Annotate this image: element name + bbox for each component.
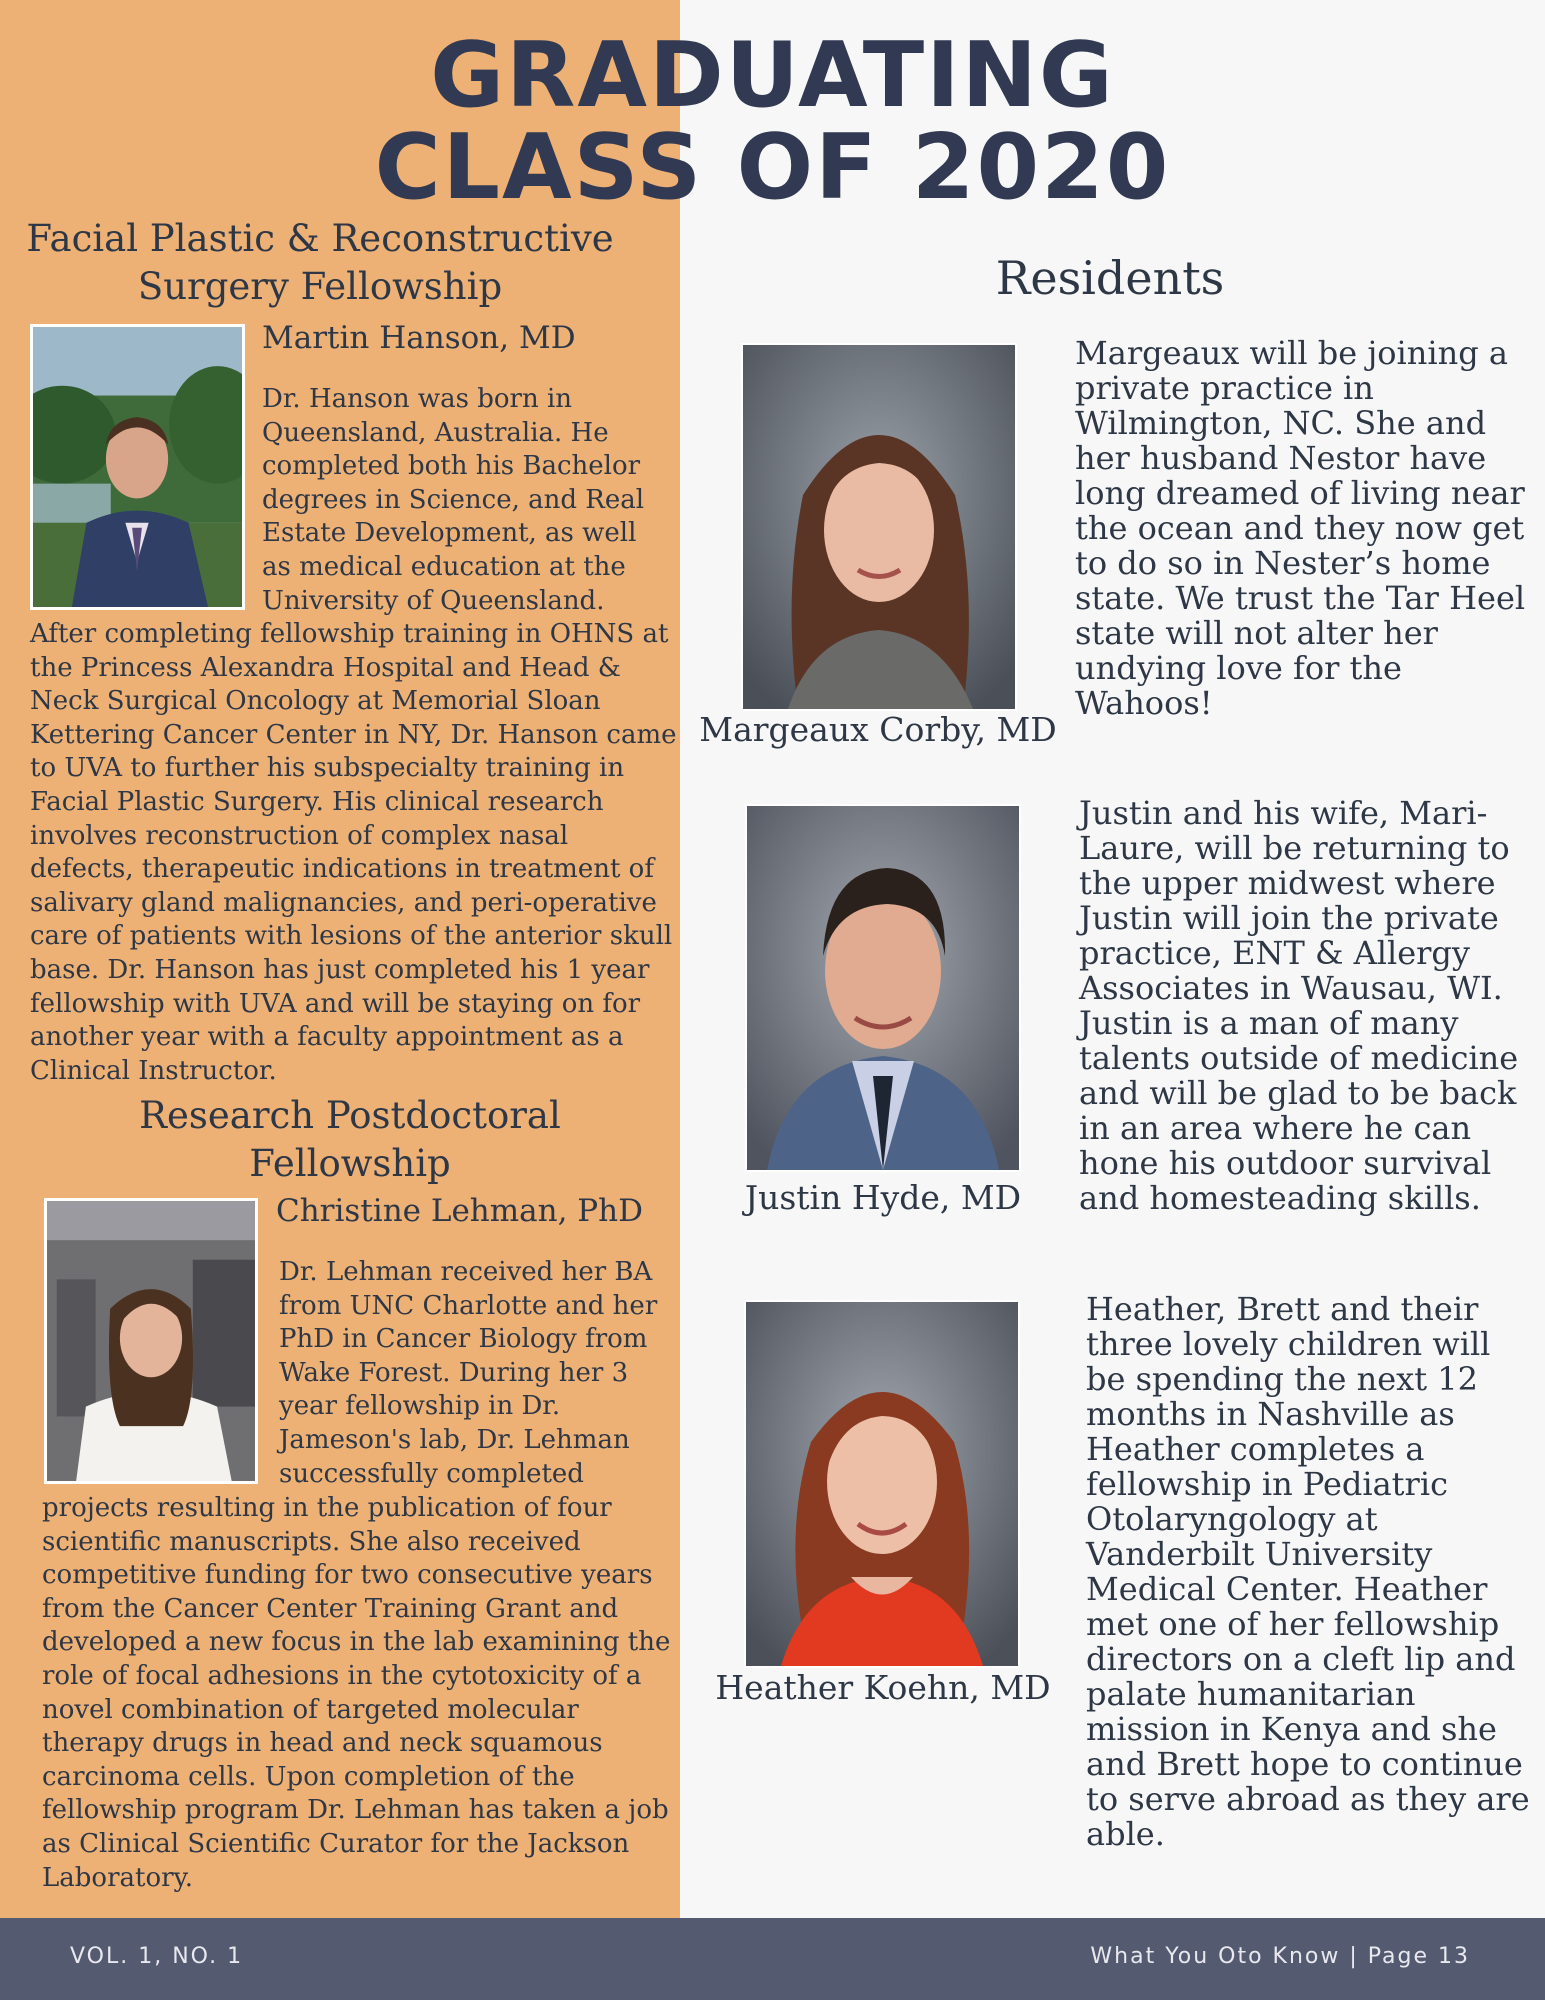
justin-hyde-photo: [745, 804, 1021, 1172]
martin-hanson-photo: [30, 324, 245, 610]
martin-hanson-name: Martin Hanson, MD: [262, 320, 576, 356]
christine-lehman-name: Christine Lehman, PhD: [276, 1193, 643, 1229]
postdoc-heading: Research Postdoctoral Fellowship: [139, 1094, 561, 1185]
resident-name-heather-koehn: Heather Koehn, MD: [715, 1668, 1051, 1707]
resident-name-justin-hyde: Justin Hyde, MD: [744, 1178, 1022, 1217]
residents-heading: Residents: [995, 251, 1225, 305]
heather-koehn-photo: [744, 1300, 1020, 1668]
christine-lehman-bio: projects resulting in the publication of four scientific manuscripts. She also received competitive funding for two consecutive years from the Cancer Center Training Grant and developed a new focus in the lab examining the role of focal adhesions in the cytotoxicity of a novel combination of targeted molecular therapy drugs in head and neck squamous carcinoma cells. Upon completion of the fellowship program Dr. Lehman has taken a job as Clinical Scientific Curator for the Jackson Laboratory.: [42, 1493, 671, 1893]
christine-lehman-bio-wrapped: Dr. Lehman received her BA from UNC Charlotte and her PhD in Cancer Biology from Wake Forest. During her 3 year fellowship in Dr. Jameson's lab, Dr. Lehman successfully completed: [279, 1257, 658, 1489]
resident-name-margeaux-corby: Margeaux Corby, MD: [699, 710, 1057, 749]
margeaux-corby-photo: [741, 343, 1017, 711]
fellowship-heading: Facial Plastic & Reconstructive Surgery Fellowship: [26, 217, 614, 308]
page-title: [0, 23, 1545, 220]
martin-hanson-bio: After completing fellowship training in OHNS at the Princess Alexandra Hospital and Head & Neck Surgical Oncology at Memorial Sloan Kettering Cancer Center in NY, Dr. Hanson came to UVA to further his subspecialty training in Facial Plastic Surgery. His clinical research involves reconstruction of complex nasal defects, therapeutic indications in treatment of salivary gland malignancies, and peri-operative care of patients with lesions of the anterior skull base. Dr. Hanson has just completed his 1 year fellowship with UVA and will be staying on for another year with a faculty appointment as a Clinical Instructor.: [30, 619, 677, 1086]
christine-lehman-photo: [44, 1198, 258, 1484]
footer-volume: VOL. 1, NO. 1: [70, 1944, 244, 1969]
resident-text-heather-koehn: Heather, Brett and their three lovely children will be spending the next 12 months in Nashville as Heather completes a fellowship in Pediatric Otolaryngology at Vanderbilt University Medical Center. Heather met one of her fellowship directors on a cleft lip and palate humanitarian mission in Kenya and she and Brett hope to continue to serve abroad as they are able.: [1086, 1290, 1530, 1853]
resident-text-margeaux-corby: Margeaux will be joining a private practice in Wilmington, NC. She and her husband Nestor have long dreamed of living near the ocean and they now get to do so in Nester’s home state. We trust the Tar Heel state will not alter her undying love for the Wahoos!: [1075, 334, 1526, 722]
title-line-1: GRADUATING: [430, 23, 1115, 128]
title-line-2: CLASS OF 2020: [374, 115, 1171, 220]
martin-hanson-bio-wrapped: Dr. Hanson was born in Queensland, Australia. He completed both his Bachelor degrees in Science, and Real Estate Development, as well as medical education at the University of Queensland.: [262, 384, 645, 616]
footer-page-info: What You Oto Know | Page 13: [1090, 1944, 1470, 1969]
resident-text-justin-hyde: Justin and his wife, Mari-Laure, will be returning to the upper midwest where Justin will join the private practice, ENT & Allergy Associates in Wausau, WI. Justin is a man of many talents outside of medicine and will be glad to be back in an area where he can hone his outdoor survival and homesteading skills.: [1079, 794, 1519, 1217]
page-footer: [0, 1918, 1545, 2000]
